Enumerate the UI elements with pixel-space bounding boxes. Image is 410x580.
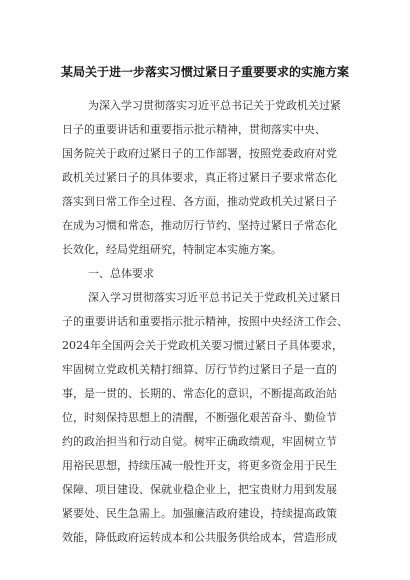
paragraph-line: 2024年全国两会关于党政机关要习惯过紧日子具体要求， — [62, 339, 343, 352]
paragraph-line: 国务院关于政府过紧日子的工作部署，按照党委政府对党 — [62, 147, 337, 160]
document-title: 某局关于进一步落实习惯过紧日子重要要求的实施方案 — [60, 65, 349, 79]
paragraph-line: 深入学习贯彻落实习近平总书记关于党政机关过紧日 — [88, 291, 341, 304]
paragraph-line: 牢固树立党政机关精打细算、厉行节约过紧日子是一直的 — [62, 363, 337, 376]
section-heading: 一、总体要求 — [88, 267, 154, 280]
paragraph-line: 事，是一贯的、长期的、常态化的意识，不断提高政治站 — [62, 387, 337, 400]
paragraph-line: 约的政治担当和行动自觉。树牢正确政绩观，牢固树立节 — [62, 435, 337, 448]
paragraph-line: 效能，降低政府运转成本和公共服务供给成本，营造形成 — [62, 531, 337, 544]
paragraph-line: 日子的重要讲话和重要指示批示精神，贯彻落实中央、 — [62, 123, 326, 136]
paragraph-line: 紧要处、民生急需上。加强廉洁政府建设，持续提高政策 — [62, 507, 337, 520]
paragraph-line: 保障、项目建设、保就业稳企业上，把宝贵财力用到发展 — [62, 483, 337, 496]
paragraph-line: 长效化，经局党组研究，特制定本实施方案。 — [62, 243, 282, 256]
paragraph-line: 位，时刻保持思想上的清醒，不断强化艰苦奋斗、勤俭节 — [62, 411, 337, 424]
paragraph-line: 用裕民思想，持续压减一般性开支，将更多资金用于民生 — [62, 459, 337, 472]
paragraph-line: 为深入学习贯彻落实习近平总书记关于党政机关过紧 — [88, 99, 341, 112]
paragraph-line: 子的重要讲话和重要指示批示精神，按照中央经济工作会、 — [62, 315, 348, 328]
paragraph-line: 政机关过紧日子的具体要求，真正将过紧日子要求常态化 — [62, 171, 337, 184]
paragraph-line: 落实到日常工作全过程、各方面，推动党政机关过紧日子 — [62, 195, 337, 208]
paragraph-line: 在成为习惯和常态，推动厉行节约、坚持过紧日子常态化 — [62, 219, 337, 232]
